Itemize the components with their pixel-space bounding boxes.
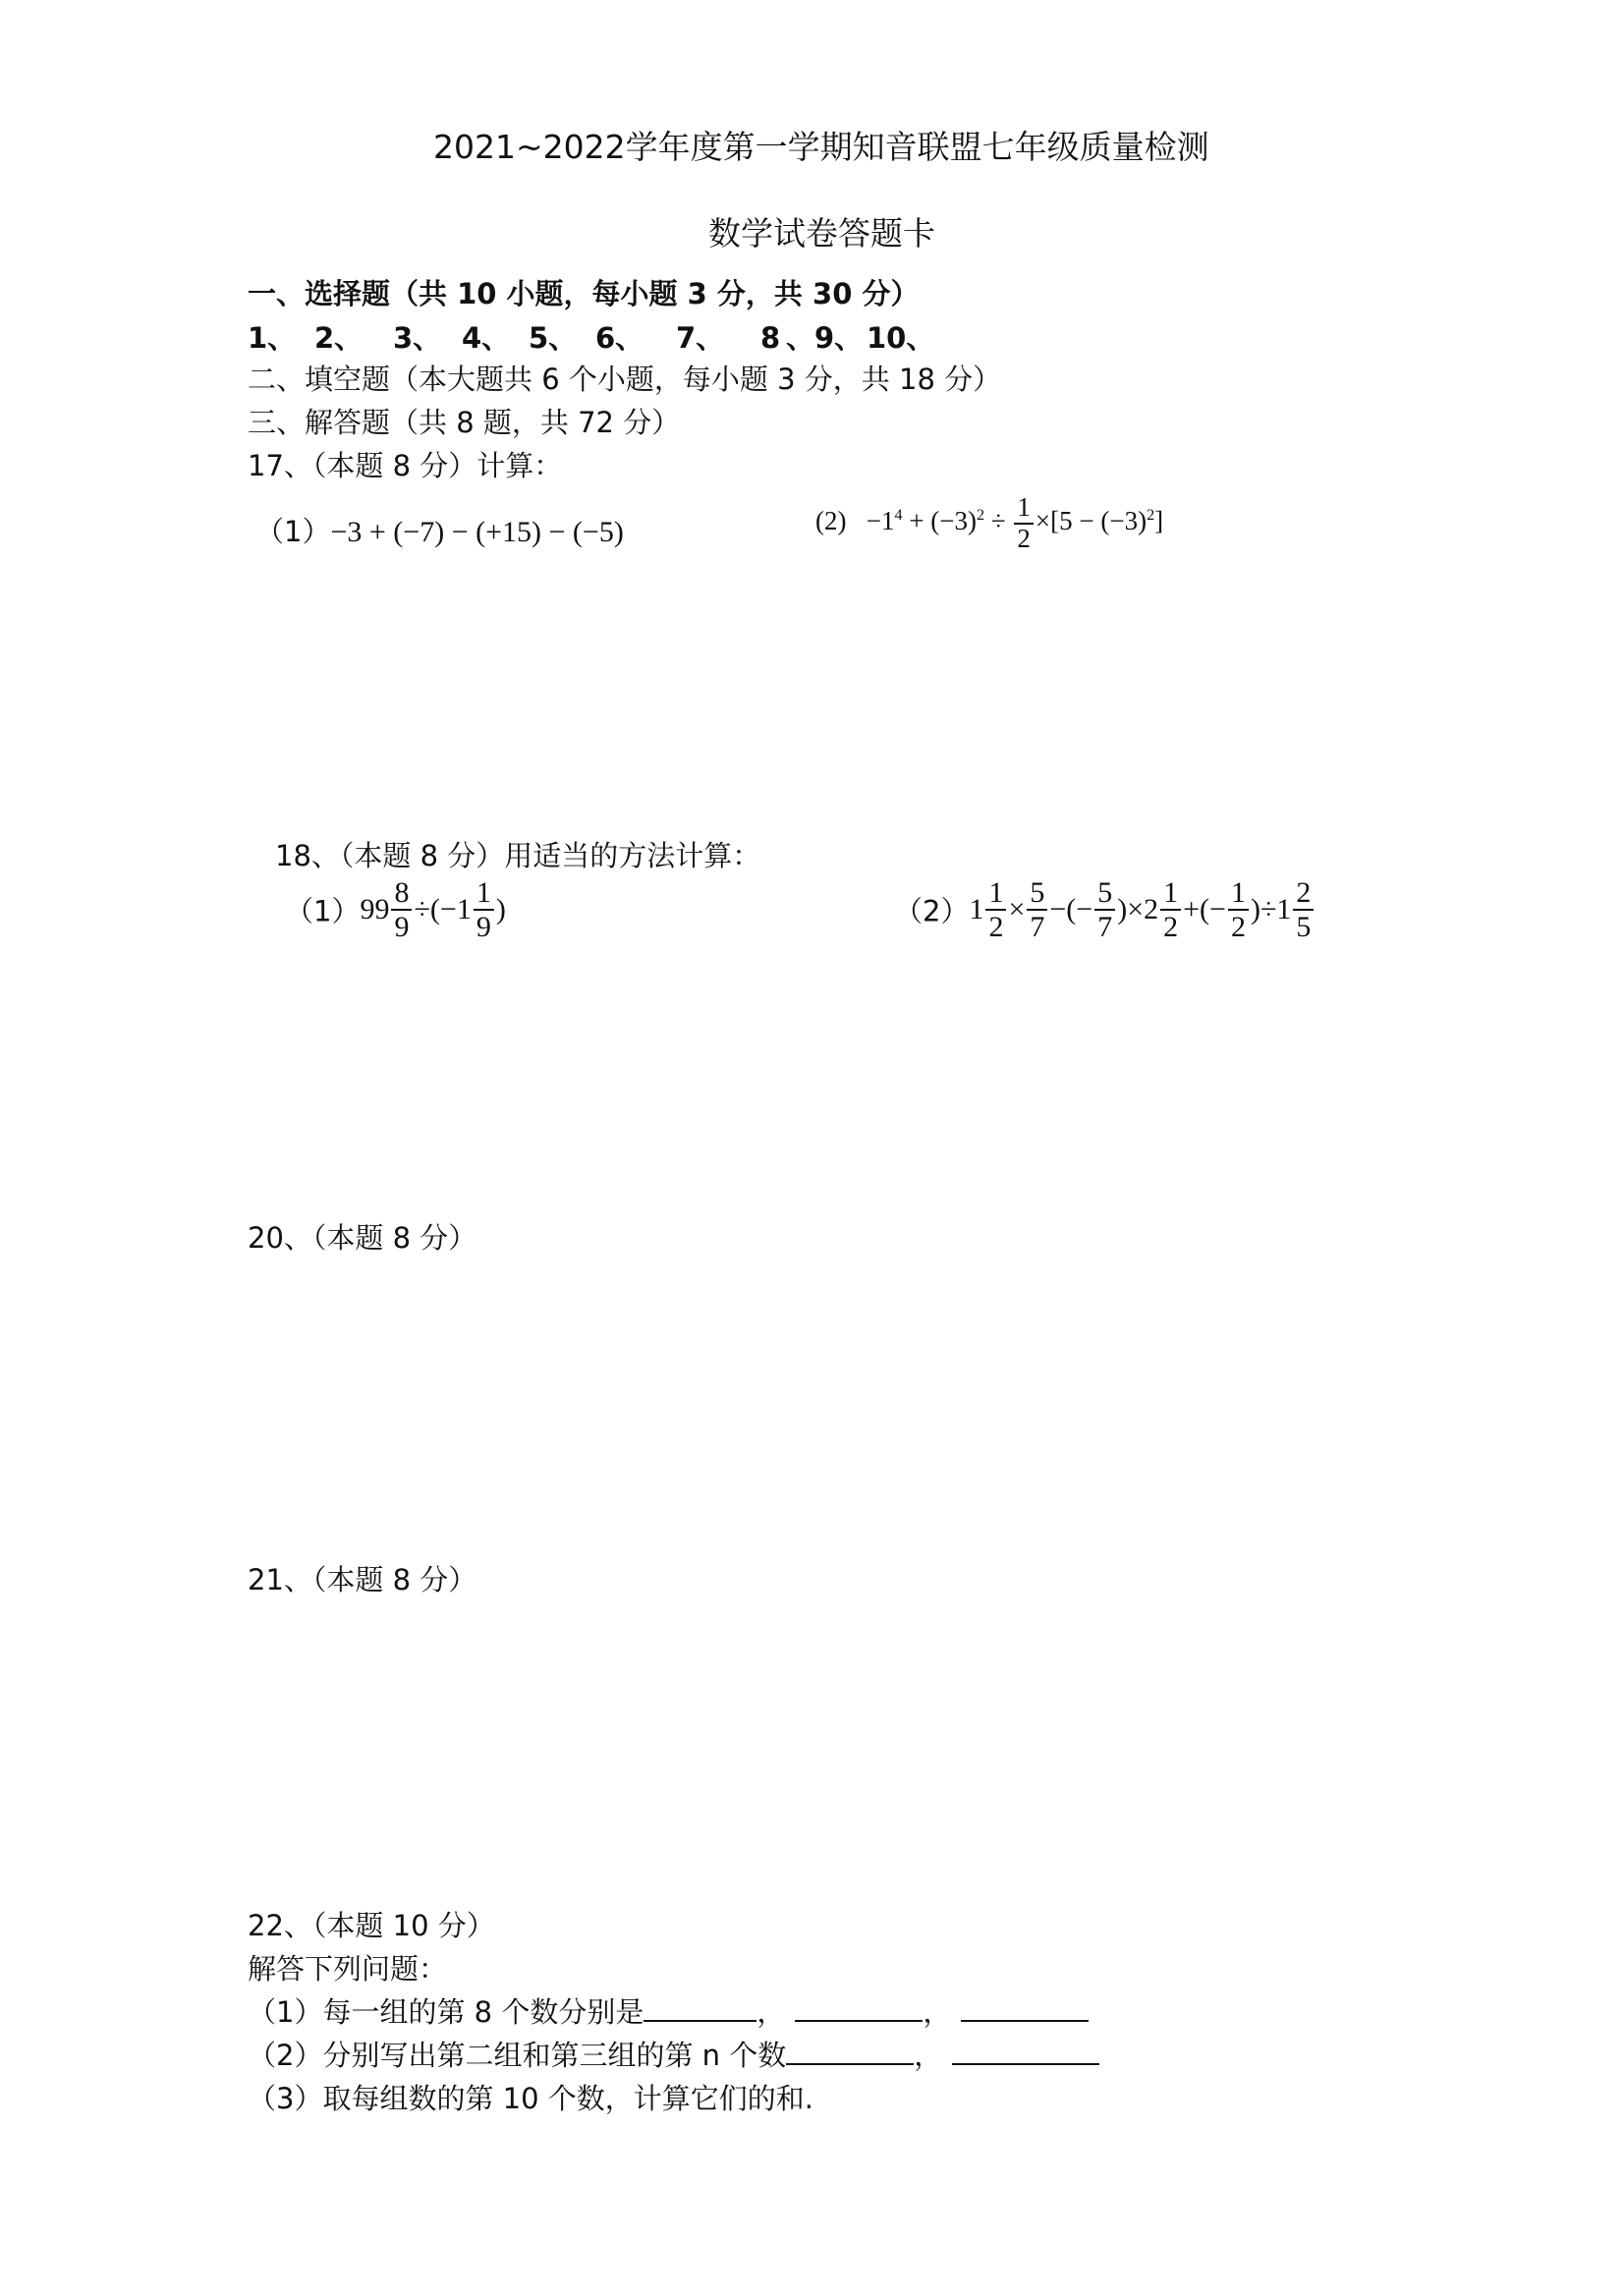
q22-sub1-text: （1）每一组的第 8 个数分别是	[248, 1995, 644, 2029]
separator: ，	[914, 2039, 943, 2072]
fraction-denominator: 9	[394, 911, 410, 943]
fraction-numerator: 8	[391, 876, 412, 911]
answer-blank[interactable]	[952, 2036, 1099, 2065]
q17-part1-expression: −3 + (−7) − (+15) − (−5)	[330, 516, 624, 548]
fraction-numerator: 1	[1228, 876, 1249, 911]
separator: ，	[756, 1995, 786, 2029]
fraction-denominator: 5	[1296, 911, 1312, 943]
q18-part2-operator: ×	[1008, 893, 1026, 925]
fraction	[1160, 876, 1181, 943]
fraction-denominator: 2	[1017, 523, 1031, 553]
q18-part2-operator: )×2	[1117, 893, 1159, 925]
q22-intro: 解答下列问题：	[248, 1952, 448, 1986]
choice-number: 1、	[248, 321, 297, 355]
fraction	[1094, 876, 1115, 943]
fraction-denominator: 2	[988, 911, 1004, 943]
q22-sub2-text: （2）分别写出第二组和第三组的第 n 个数	[248, 2039, 787, 2072]
fraction	[985, 876, 1006, 943]
choice-number: 4、	[462, 321, 511, 355]
q18-part2-label: （2）	[894, 894, 970, 928]
q17-label: 17、（本题 8 分）计算：	[248, 449, 563, 482]
fraction	[1293, 876, 1314, 943]
choice-number: 5、	[529, 321, 578, 355]
section-choice-heading: 一、选择题（共 10 小题，每小题 3 分，共 30 分）	[248, 277, 920, 310]
page-title: 2021~2022学年度第一学期知音联盟七年级质量检测	[433, 128, 1209, 166]
choice-number: 8	[760, 321, 781, 355]
q18-part2-operator: −(−	[1049, 893, 1093, 925]
fraction-numerator: 1	[474, 876, 494, 911]
q18-part2-operator: +(−	[1183, 893, 1226, 925]
choice-number: 、9、	[786, 321, 864, 355]
answer-blank[interactable]	[786, 2036, 914, 2065]
answer-blank[interactable]	[644, 1992, 756, 2022]
q17-part1-label: （1）	[255, 515, 331, 548]
fraction-numerator: 5	[1027, 876, 1047, 911]
fraction-denominator: 7	[1030, 911, 1045, 943]
q21-label: 21、（本题 8 分）	[248, 1563, 477, 1596]
q18-part1-whole: 99	[360, 893, 390, 925]
q18-part2-operator: )÷1	[1250, 893, 1292, 925]
answer-blank[interactable]	[795, 1992, 923, 2022]
q17-part2-label: (2)	[815, 505, 847, 535]
choice-number: 3、	[393, 321, 442, 355]
choice-number: 2、	[314, 321, 364, 355]
choice-number: 7、	[676, 321, 725, 355]
fraction	[1228, 876, 1249, 943]
choice-number: 10、	[867, 321, 935, 355]
q17-part2-term: −1	[866, 505, 895, 535]
q18-part1	[285, 876, 506, 943]
fraction	[1027, 876, 1047, 943]
fraction	[474, 876, 494, 943]
fraction-numerator: 5	[1094, 876, 1115, 911]
fraction-denominator: 9	[476, 911, 491, 943]
fraction-numerator: 1	[985, 876, 1006, 911]
choice-number: 6、	[595, 321, 644, 355]
section-fill-heading: 二、填空题（本大题共 6 个小题，每小题 3 分，共 18 分）	[248, 363, 1002, 396]
q18-part2-whole: 1	[969, 893, 984, 925]
fraction	[391, 876, 412, 943]
choice-numbers	[248, 316, 934, 357]
q18-part1-label: （1）	[285, 894, 361, 928]
fraction-denominator: 2	[1230, 911, 1246, 943]
q18-part1-operator: ÷(−1	[414, 893, 472, 925]
q22-sub3: （3）取每组数的第 10 个数，计算它们的和.	[248, 2082, 814, 2115]
q18-part2	[894, 876, 1315, 943]
q17-part2-term: ]	[1154, 505, 1164, 535]
answer-blank[interactable]	[961, 1992, 1089, 2022]
q17-part2-operator: ÷	[984, 505, 1013, 535]
exponent: 4	[894, 505, 903, 524]
q20-label: 20、（本题 8 分）	[248, 1221, 477, 1255]
q18-part1-close: )	[495, 893, 506, 925]
fraction	[1014, 493, 1034, 553]
fraction-denominator: 2	[1163, 911, 1179, 943]
exponent: 2	[1147, 505, 1155, 524]
q18-label: 18、（本题 8 分）用适当的方法计算：	[275, 839, 761, 872]
fraction-numerator: 2	[1293, 876, 1314, 911]
exponent: 2	[977, 505, 985, 524]
q17-part2	[815, 493, 1163, 553]
page-subtitle: 数学试卷答题卡	[708, 214, 935, 252]
q17-part2-term: + (−3)	[902, 505, 977, 535]
q22-sub2	[248, 2034, 1099, 2074]
separator: ，	[923, 1995, 952, 2029]
fraction-numerator: 1	[1014, 493, 1034, 525]
fraction-denominator: 7	[1097, 911, 1113, 943]
q17-part1	[255, 510, 624, 550]
q17-part2-term: ×[5 − (−3)	[1035, 505, 1147, 535]
q22-label: 22、（本题 10 分）	[248, 1909, 495, 1942]
fraction-numerator: 1	[1160, 876, 1181, 911]
section-answer-heading: 三、解答题（共 8 题，共 72 分）	[248, 406, 681, 439]
q22-sub1	[248, 1990, 1089, 2031]
